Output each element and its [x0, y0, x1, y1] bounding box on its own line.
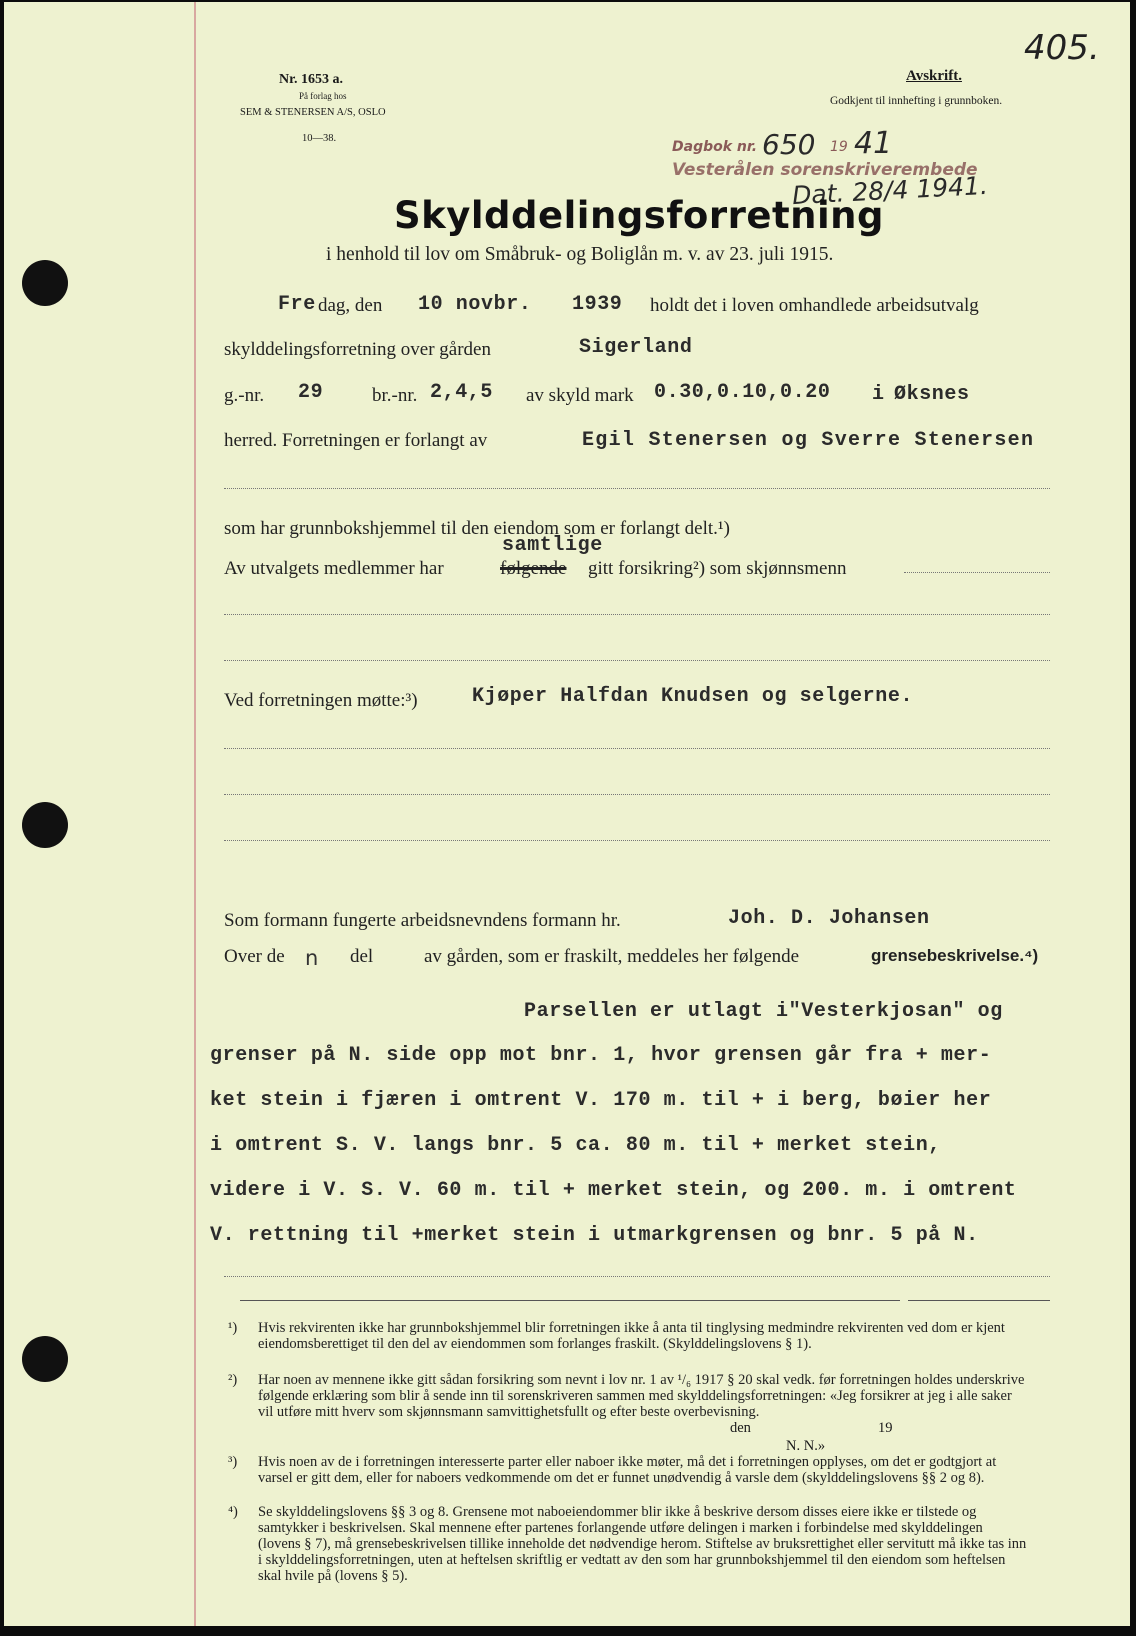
dotted-line — [224, 660, 1050, 661]
godkjent-label: Godkjent til innhefting i grunnboken. — [830, 95, 1003, 107]
footnote-number: ¹) — [228, 1320, 238, 1336]
dotted-line — [224, 1276, 1050, 1277]
punch-hole-bottom — [22, 1336, 68, 1382]
footnote-rule — [908, 1300, 1050, 1301]
bnr-value: 2,4,5 — [430, 381, 494, 404]
dotted-line — [224, 794, 1050, 795]
year-prefix: 19 — [830, 139, 848, 155]
description-line: Parsellen er utlagt i"Vesterkjosan" og — [524, 1000, 1003, 1023]
attendees-label: Ved forretningen møtte:³) — [224, 690, 418, 711]
chairman-label: Som formann fungerte arbeidsnevndens formann hr. — [224, 910, 621, 931]
skyld-value: 0.30,0.10,0.20 — [654, 381, 831, 404]
kommune: Øksnes — [894, 383, 970, 406]
description-line: i omtrent S. V. langs bnr. 5 ca. 80 m. til + merket stein, — [210, 1134, 941, 1157]
page-title: Skylddelingsforretning — [394, 194, 884, 237]
description-line: ket stein i fjæren i omtrent V. 170 m. til + i berg, bøier her — [210, 1089, 992, 1112]
document-page — [4, 2, 1130, 1626]
weekday-suffix: dag, den — [318, 295, 383, 316]
gnr-label: g.-nr. — [224, 385, 265, 406]
over-prefix: Over de — [224, 946, 285, 967]
requesters: Egil Stenersen og Sverre Stenersen — [582, 429, 1035, 452]
dotted-line — [904, 572, 1050, 573]
dotted-line — [224, 840, 1050, 841]
farm-label: skylddelingsforretning over gården — [224, 339, 491, 360]
year-suffix: 41 — [854, 126, 893, 161]
members-suffix: gitt forsikring²) som skjønnsmenn — [588, 558, 847, 579]
dagbok-number: 650 — [762, 128, 816, 161]
grunnbok-line: som har grunnbokshjemmel til den eiendom som er forlangt delt.¹) — [224, 518, 730, 539]
i-word: i — [872, 383, 885, 406]
skyld-label: av skyld mark — [526, 385, 634, 406]
dotted-line — [224, 748, 1050, 749]
gnr-value: 29 — [298, 381, 324, 404]
footnote-text: Har noen av mennene ikke gitt sådan forsikring som nevnt i lov nr. 1 av ¹/₆ 1917 § 20 skal vedk. før forretningen holdes underskrive følgende erklæring som blir å sende inn til sorenskriveren sammen med skylddelingsforretningen: «Jeg forsikrer at jeg i alle saker vil utføre mitt hverv som skjønnsmann samvittighetsfullt og efter beste overbevisning. — [258, 1372, 1025, 1420]
footnote-text: Hvis rekvirenten ikke har grunnbokshjemmel blir forretningen ikke å anta til tinglysing medmindre rekvirenten ved dom er kjent eiendomsberettiget til den del av eiendommen som forlanges fraskilt. (Skylddelingslovens § 1). — [258, 1320, 1005, 1352]
dotted-line — [224, 488, 1050, 489]
footnote-number: ⁴) — [228, 1504, 238, 1520]
footnote-text: Hvis noen av de i forretningen interesserte parter eller naboer ikke møter, må det i forretningen opplyses, om det er godtgjort at varsel er gitt dem, eller for naboers vedkommende om det er funnet unødvendig å varsle dem (skylddelingslovens §§ 2 og 8). — [258, 1454, 997, 1486]
avskrift-label: Avskrift. — [906, 68, 962, 84]
meeting-year: 1939 — [572, 293, 623, 316]
over-insert: n — [305, 946, 319, 970]
description-line: V. rettning til +merket stein i utmarkgrensen og bnr. 5 på N. — [210, 1224, 979, 1247]
requested-by-label: herred. Forretningen er forlangt av — [224, 430, 488, 451]
print-date: 10—38. — [302, 133, 337, 144]
bnr-label: br.-nr. — [372, 385, 418, 406]
footnote-number: ³) — [228, 1454, 238, 1470]
border-bold: grensebeskrivelse.⁴) — [871, 946, 1039, 965]
members-prefix: Av utvalgets medlemmer har — [224, 558, 444, 579]
office-stamp: Vesterålen sorenskriverembede — [672, 160, 978, 180]
farm-name: Sigerland — [579, 336, 693, 359]
border-intro: av gården, som er fraskilt, meddeles her følgende — [424, 946, 800, 967]
margin-line — [194, 2, 196, 1626]
dagbok-label: Dagbok nr. — [672, 139, 758, 155]
form-number: Nr. 1653 a. — [279, 72, 344, 87]
publisher-line1: På forlag hos — [299, 91, 347, 101]
footnote-den: den — [730, 1420, 751, 1436]
footnote-number: ²) — [228, 1372, 238, 1388]
dotted-line — [224, 614, 1050, 615]
footnote-text: Se skylddelingslovens §§ 3 og 8. Grensene mot naboeiendommer blir ikke å beskrive dersom disses eiere ikke er tilstede og samtykker i beskrivelsen. Skal mennene efter partenes forlangende utføre delingen i marken i forbindelse med skylddelingen (lovens § 7), må grensebeskrivelsen tillike inneholde det nødvendige herom. Stiftelse av bruksrettighet eller servitutt må ikke tas inn i skylddelingsforretningen, uten at heftelsen skriftlig er vedtatt av den som har grunnbokshjemmel til den eiendom som heftelsen skal hvile på (lovens § 5). — [258, 1504, 1027, 1584]
footnote-signature: N. N.» — [786, 1438, 826, 1454]
footnote-rule — [240, 1300, 900, 1301]
meeting-date: 10 novbr. — [418, 293, 532, 316]
publisher-line2: SEM & STENERSEN A/S, OSLO — [240, 107, 386, 118]
weekday-prefix: Fre — [278, 293, 316, 316]
punch-hole-middle — [22, 802, 68, 848]
page-number: 405. — [1024, 28, 1100, 68]
footnote-19: 19 — [878, 1420, 893, 1436]
samtlige-insert: samtlige — [502, 534, 603, 557]
del-word: del — [350, 946, 374, 967]
punch-hole-top — [22, 260, 68, 306]
subtitle: i henhold til lov om Småbruk- og Boliglån m. v. av 23. juli 1915. — [326, 244, 834, 265]
description-line: videre i V. S. V. 60 m. til + merket stein, og 200. m. i omtrent — [210, 1179, 1017, 1202]
description-line: grenser på N. side opp mot bnr. 1, hvor grensen går fra + mer- — [210, 1044, 992, 1067]
attendees-value: Kjøper Halfdan Knudsen og selgerne. — [472, 685, 914, 708]
line1-text: holdt det i loven omhandlede arbeidsutvalg — [650, 295, 979, 316]
chairman-name: Joh. D. Johansen — [728, 907, 930, 930]
stamp-date: Dat. 28/4 1941. — [791, 170, 989, 211]
struck-word: følgende — [500, 558, 567, 579]
